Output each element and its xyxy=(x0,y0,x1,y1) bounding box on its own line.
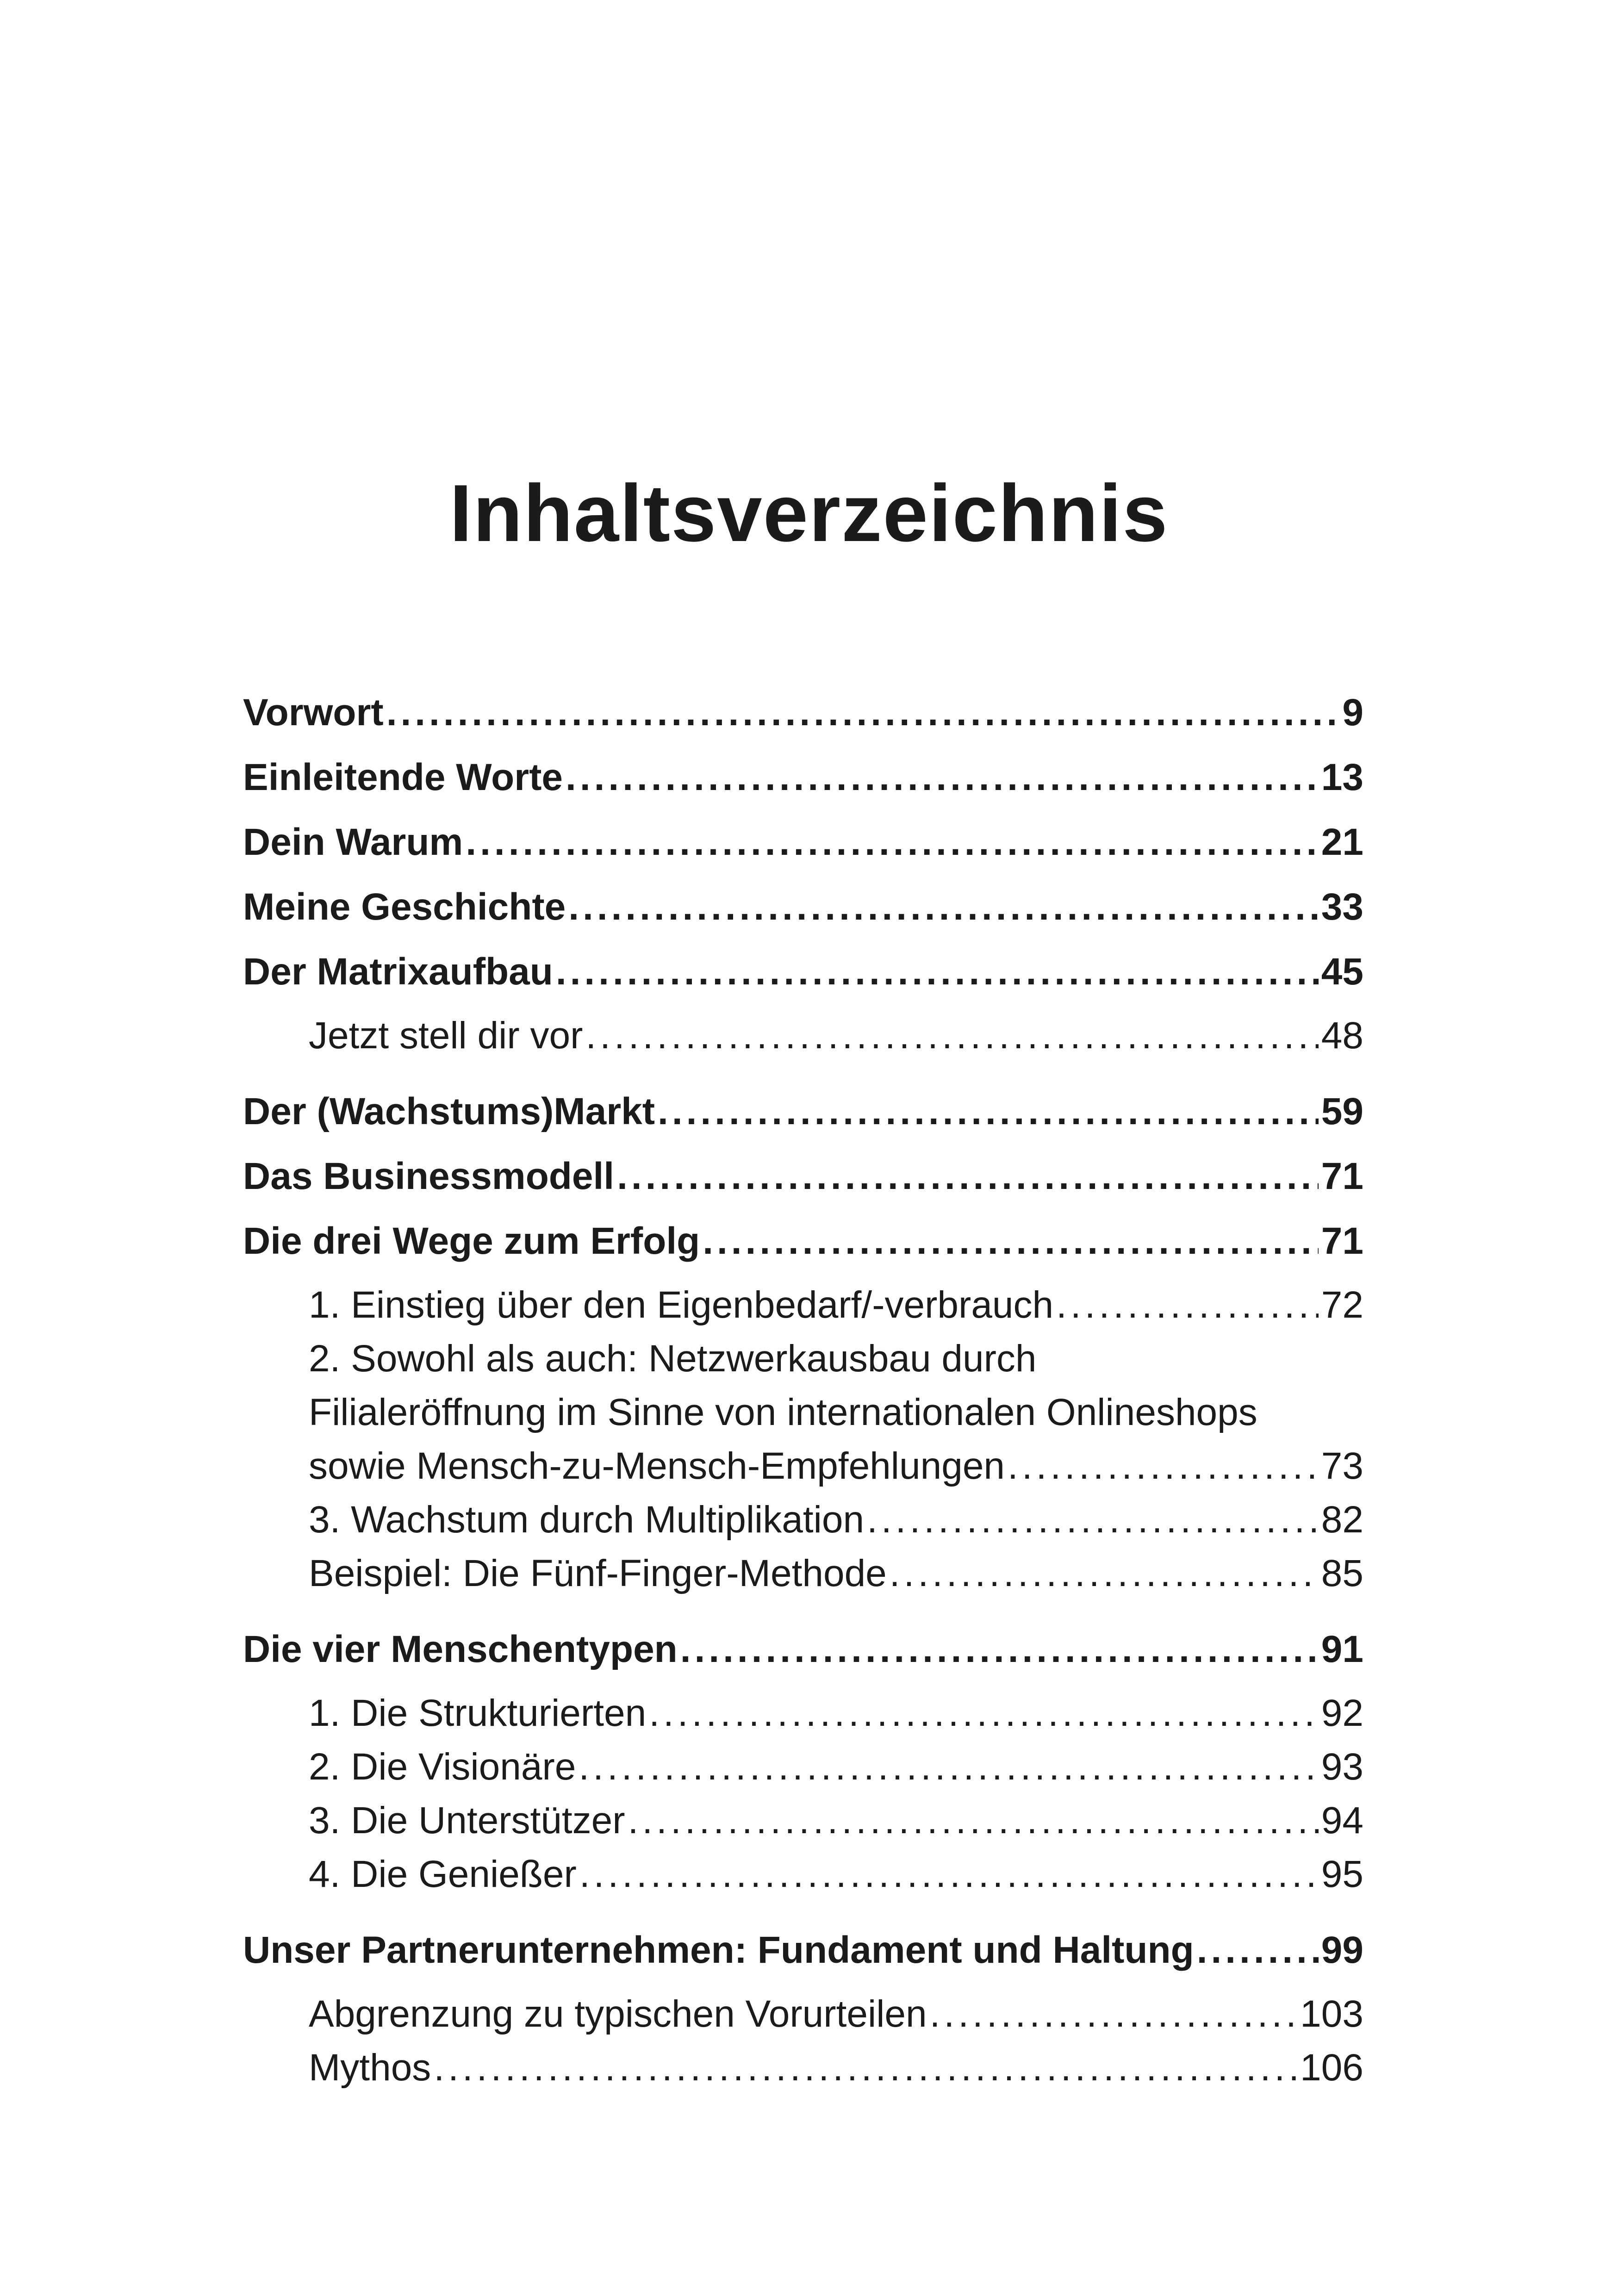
toc-entry-label: Die vier Menschentypen xyxy=(243,1628,678,1670)
dot-leader xyxy=(680,1626,1319,1673)
toc-entry-page: 94 xyxy=(1321,1799,1363,1842)
toc-entry-page: 48 xyxy=(1321,1014,1363,1057)
toc-entry xyxy=(243,1626,1363,1673)
toc-entry-label: 3. Die Unterstützer xyxy=(309,1799,625,1842)
toc-entry xyxy=(243,1218,1363,1264)
toc-entry-label: Unser Partnerunternehmen: Fundament und Haltung xyxy=(243,1929,1194,1971)
toc-entry-page: 91 xyxy=(1321,1628,1363,1670)
toc-subentry xyxy=(309,1744,1363,1790)
toc-entry-page: 73 xyxy=(1321,1445,1363,1487)
dot-leader xyxy=(466,819,1318,865)
toc-entry-page: 33 xyxy=(1321,886,1363,928)
toc-entry-page: 9 xyxy=(1342,691,1363,734)
dot-leader xyxy=(568,884,1319,930)
toc-entry-page: 106 xyxy=(1300,2047,1363,2089)
toc-entry-page: 99 xyxy=(1321,1929,1363,1971)
toc-entry-page: 21 xyxy=(1321,821,1363,863)
dot-leader xyxy=(556,949,1319,995)
page-title: Inhaltsverzeichnis xyxy=(449,468,1169,559)
toc-entry-label: 2. Die Visionäre xyxy=(309,1746,576,1788)
toc-subentry xyxy=(309,1798,1363,1844)
toc-entry-label: 2. Sowohl als auch: Netzwerkausbau durch xyxy=(309,1338,1037,1380)
toc-entry-label: Die drei Wege zum Erfolg xyxy=(243,1220,700,1262)
dot-leader xyxy=(867,1497,1319,1543)
toc-entry-page: 82 xyxy=(1321,1499,1363,1541)
toc-entry-page: 103 xyxy=(1300,1993,1363,2035)
toc-entry-label: Das Businessmodell xyxy=(243,1155,615,1197)
dot-leader xyxy=(386,690,1340,736)
toc-entry-page: 59 xyxy=(1321,1090,1363,1132)
toc-entry-label: Dein Warum xyxy=(243,821,463,863)
toc-entry xyxy=(243,754,1363,801)
toc-subentry xyxy=(309,2045,1363,2091)
dot-leader xyxy=(703,1218,1319,1264)
toc-entry-page: 71 xyxy=(1321,1220,1363,1262)
toc-entry-label: Einleitende Worte xyxy=(243,756,563,798)
toc-entry-label: Abgrenzung zu typischen Vorurteilen xyxy=(309,1993,927,2035)
toc-entry xyxy=(243,1927,1363,1973)
dot-leader xyxy=(579,1851,1319,1898)
toc-entry xyxy=(243,690,1363,736)
toc-entry-label: Mythos xyxy=(309,2047,431,2089)
toc-entry xyxy=(243,1153,1363,1200)
toc-subentry-continuation xyxy=(309,1336,1363,1382)
toc-entry-label: Jetzt stell dir vor xyxy=(309,1014,583,1057)
dot-leader xyxy=(579,1744,1318,1790)
dot-leader xyxy=(585,1013,1318,1059)
dot-leader xyxy=(1008,1443,1319,1489)
toc-subentry xyxy=(309,1013,1363,1059)
dot-leader xyxy=(1056,1282,1319,1328)
toc-entry-label: 1. Einstieg über den Eigenbedarf/-verbrauch xyxy=(309,1284,1054,1326)
dot-leader xyxy=(434,2045,1297,2091)
dot-leader xyxy=(617,1153,1319,1200)
toc-subentry xyxy=(309,1443,1363,1489)
toc-entry xyxy=(243,819,1363,865)
toc-entry-page: 13 xyxy=(1321,756,1363,798)
toc-entry-label: Vorwort xyxy=(243,691,384,734)
toc-entry-label: 1. Die Strukturierten xyxy=(309,1692,647,1734)
toc-entry xyxy=(243,1089,1363,1135)
toc-entry-page: 72 xyxy=(1321,1284,1363,1326)
toc-subentry xyxy=(309,1851,1363,1898)
toc-entry-page: 92 xyxy=(1321,1692,1363,1734)
dot-leader xyxy=(628,1798,1319,1844)
toc-entry-page: 71 xyxy=(1321,1155,1363,1197)
toc-entry-label: sowie Mensch-zu-Mensch-Empfehlungen xyxy=(309,1445,1005,1487)
toc-entry-label: Filialeröffnung im Sinne von internationalen Onlineshops xyxy=(309,1391,1257,1433)
toc-entry-label: 4. Die Genießer xyxy=(309,1853,577,1895)
toc-subentry-continuation xyxy=(309,1389,1363,1436)
toc-entry-page: 45 xyxy=(1321,951,1363,993)
toc-entry-label: Beispiel: Die Fünf-Finger-Methode xyxy=(309,1552,887,1594)
toc-subentry xyxy=(309,1690,1363,1736)
dot-leader xyxy=(658,1089,1319,1135)
dot-leader xyxy=(930,1991,1298,2037)
toc-entry-page: 95 xyxy=(1321,1853,1363,1895)
toc-subentry xyxy=(309,1282,1363,1328)
toc-entry-label: Der (Wachstums)Markt xyxy=(243,1090,655,1132)
dot-leader xyxy=(1197,1927,1319,1973)
toc-entry-page: 93 xyxy=(1321,1746,1363,1788)
toc-entry-label: Der Matrixaufbau xyxy=(243,951,553,993)
toc-subentry xyxy=(309,1497,1363,1543)
toc-entry-page: 85 xyxy=(1321,1552,1363,1594)
toc-subentry xyxy=(309,1550,1363,1597)
dot-leader xyxy=(566,754,1319,801)
toc-subentry xyxy=(309,1991,1363,2037)
toc-entry-label: Meine Geschichte xyxy=(243,886,566,928)
dot-leader xyxy=(890,1550,1319,1597)
toc-entry-label: 3. Wachstum durch Multiplikation xyxy=(309,1499,865,1541)
toc-entry xyxy=(243,884,1363,930)
toc-entry xyxy=(243,949,1363,995)
dot-leader xyxy=(649,1690,1319,1736)
